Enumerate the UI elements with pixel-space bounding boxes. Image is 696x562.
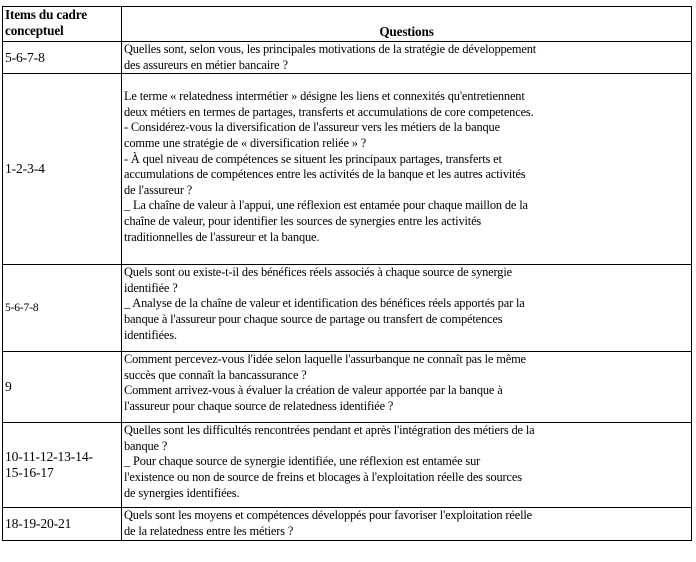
question-line: banque à l'assureur pour chaque source de partage ou transfert de compétences xyxy=(124,311,503,326)
header-questions-cell: Questions xyxy=(122,7,692,42)
questions-table xyxy=(2,6,692,541)
items-line: 10-11-12-13-14- xyxy=(5,449,93,465)
question-line: deux métiers en termes de partages, transferts et accumulations de core competences. xyxy=(124,104,534,119)
question-line: identifiée ? xyxy=(124,280,178,295)
question-line: banque ? xyxy=(124,438,168,453)
items-cell: 5-6-7-8 xyxy=(3,42,122,74)
table-header-row xyxy=(3,7,692,42)
items-line: 15-16-17 xyxy=(5,465,54,481)
table-row xyxy=(3,74,692,265)
questions-cell xyxy=(122,423,692,508)
table-row xyxy=(3,42,692,74)
question-line: Quelles sont, selon vous, les principales motivations de la stratégie de développement xyxy=(124,42,537,56)
header-items-line: conceptuel xyxy=(5,23,64,38)
question-line: l'existence ou non de source de freins et blocages à l'exploitation réelle des sources xyxy=(124,469,522,484)
question-line: Quelles sont les difficultés rencontrées pendant et après l'intégration des métiers de la xyxy=(124,423,535,438)
questions-cell xyxy=(122,42,692,74)
question-line: de synergies identifiées. xyxy=(124,485,240,500)
table-row xyxy=(3,352,692,423)
question-line: Comment percevez-vous l'idée selon laquelle l'assurbanque ne connaît pas le même xyxy=(124,352,526,367)
question-line: de l'assureur ? xyxy=(124,182,193,197)
question-line: identifiées. xyxy=(124,327,177,342)
questions-cell xyxy=(122,74,692,265)
question-line: - Considérez-vous la diversification de l'assureur vers les métiers de la banque xyxy=(124,120,500,135)
items-cell: 5-6-7-8 xyxy=(3,265,122,352)
question-line: _ Analyse de la chaîne de valeur et identification des bénéfices réels apportés par la xyxy=(124,296,525,311)
table-row xyxy=(3,423,692,508)
items-cell: 1-2-3-4 xyxy=(3,74,122,265)
question-line: Quels sont les moyens et compétences développés pour favoriser l'exploitation réelle xyxy=(124,508,533,523)
question-line: Comment arrivez-vous à évaluer la création de valeur apportée par la banque à xyxy=(124,383,503,398)
items-cell: 9 xyxy=(3,352,122,423)
header-items-line: Items du cadre xyxy=(5,7,87,22)
table-row xyxy=(3,265,692,352)
question-line: l'assureur pour chaque source de relatedness identifiée ? xyxy=(124,398,394,413)
header-items-cell xyxy=(3,7,122,42)
question-line: _ Pour chaque source de synergie identifiée, une réflexion est entamée sur xyxy=(124,454,481,469)
question-line: Quels sont ou existe-t-il des bénéfices réels associés à chaque source de synergie xyxy=(124,265,512,280)
items-cell xyxy=(3,423,122,508)
question-line: des assureurs en métier bancaire ? xyxy=(124,57,288,72)
question-line: de la relatedness entre les métiers ? xyxy=(124,523,294,538)
question-line: Le terme « relatedness intermétier » désigne les liens et connexités qu'entretiennent xyxy=(124,89,525,104)
questions-cell xyxy=(122,352,692,423)
question-line: chaîne de valeur, pour identifier les sources de synergies entre les activités xyxy=(124,213,482,228)
question-line: comme une stratégie de « diversification reliée » ? xyxy=(124,135,367,150)
questions-cell xyxy=(122,508,692,541)
items-cell: 18-19-20-21 xyxy=(3,508,122,541)
question-line: - À quel niveau de compétences se situent les principaux partages, transferts et xyxy=(124,151,502,166)
question-line: succès que connaît la bancassurance ? xyxy=(124,367,307,382)
question-line: accumulations de compétences entre les activités de la banque et les autres activités xyxy=(124,167,526,182)
question-line: _ La chaîne de valeur à l'appui, une réflexion est entamée pour chaque maillon de la xyxy=(124,198,528,213)
questions-cell xyxy=(122,265,692,352)
question-line: traditionnelles de l'assureur et la banque. xyxy=(124,229,320,244)
table-row xyxy=(3,508,692,541)
